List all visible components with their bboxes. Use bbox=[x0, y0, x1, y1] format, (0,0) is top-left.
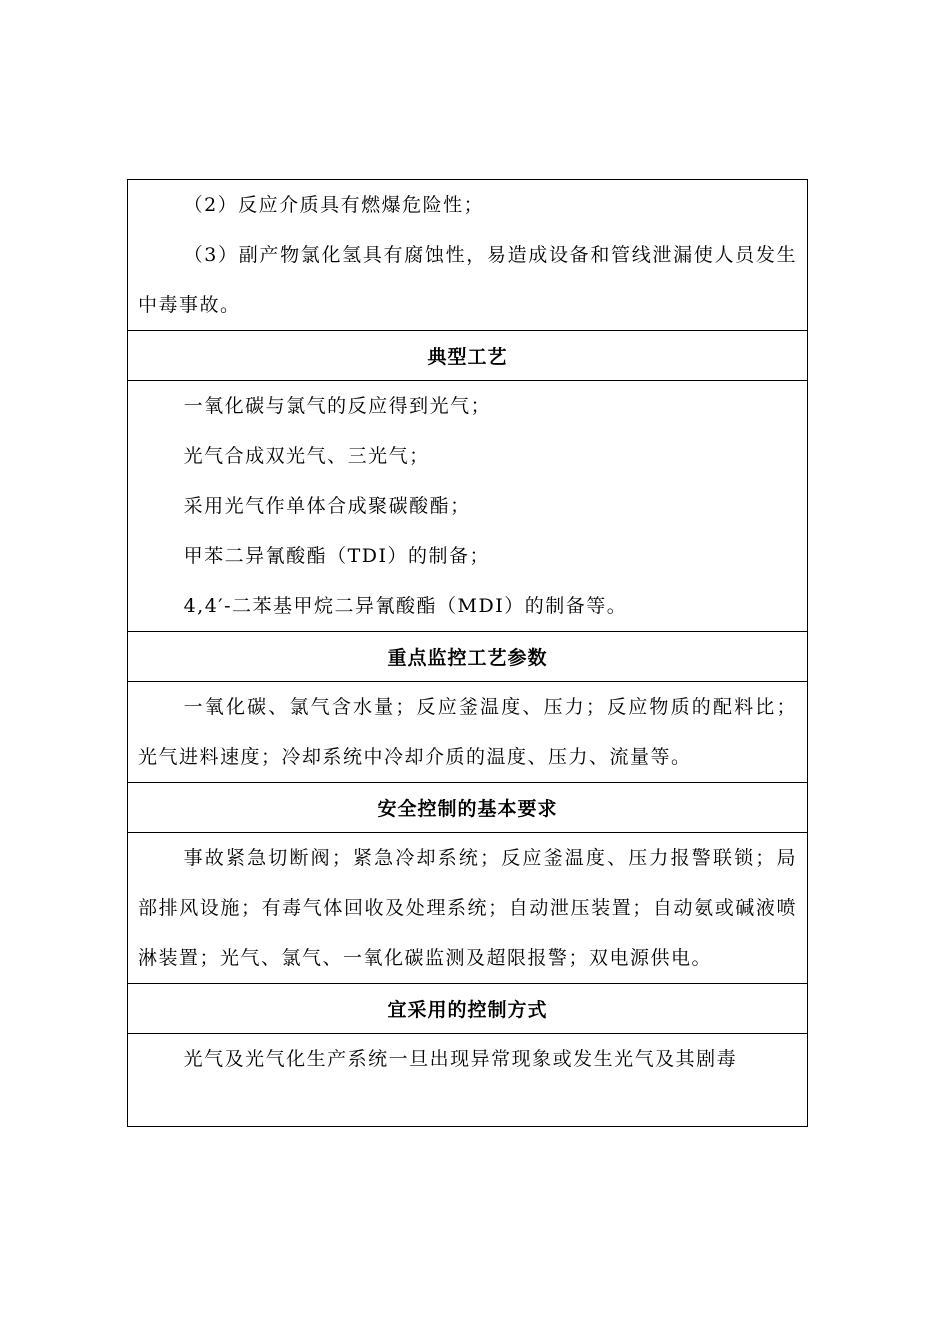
typical-process-item: 一氧化碳与氯气的反应得到光气； bbox=[183, 395, 492, 417]
key-parameters-text: 一氧化碳、氯气含水量；反应釜温度、压力；反应物质的配料比；光气进料速度；冷却系统中冷却介质的温度、压力、流量等。 bbox=[138, 696, 797, 768]
typical-process-cell bbox=[128, 380, 807, 631]
process-safety-table bbox=[127, 179, 808, 1127]
hazards-continued-cell bbox=[128, 180, 807, 330]
key-parameters-header: 重点监控工艺参数 bbox=[128, 631, 807, 681]
typical-process-item: 甲苯二异氰酸酯（TDI）的制备； bbox=[183, 545, 491, 567]
typical-process-item: 采用光气作单体合成聚碳酸酯； bbox=[183, 495, 471, 517]
typical-process-item: 4,4′-二苯基甲烷二异氰酸酯（MDI）的制备等。 bbox=[183, 595, 628, 617]
safety-requirements-cell bbox=[128, 832, 807, 983]
safety-requirements-header: 安全控制的基本要求 bbox=[128, 782, 807, 832]
control-methods-header: 宜采用的控制方式 bbox=[128, 983, 807, 1033]
safety-requirements-text: 事故紧急切断阀；紧急冷却系统；反应釜温度、压力报警联锁；局部排风设施；有毒气体回收及处理系统；自动泄压装置；自动氨或碱液喷淋装置；光气、氯气、一氧化碳监测及超限报警；双电源供电。 bbox=[138, 847, 797, 969]
key-parameters-cell bbox=[128, 681, 807, 782]
control-methods-text: 光气及光气化生产系统一旦出现异常现象或发生光气及其剧毒 bbox=[183, 1048, 738, 1070]
typical-process-item: 光气合成双光气、三光气； bbox=[183, 445, 430, 467]
hazard-item-3: （3）副产物氯化氢具有腐蚀性，易造成设备和管线泄漏使人员发生中毒事故。 bbox=[138, 244, 797, 316]
hazard-item-2: （2）反应介质具有燃爆危险性； bbox=[183, 194, 485, 216]
control-methods-cell bbox=[128, 1033, 807, 1126]
typical-process-header: 典型工艺 bbox=[128, 330, 807, 380]
